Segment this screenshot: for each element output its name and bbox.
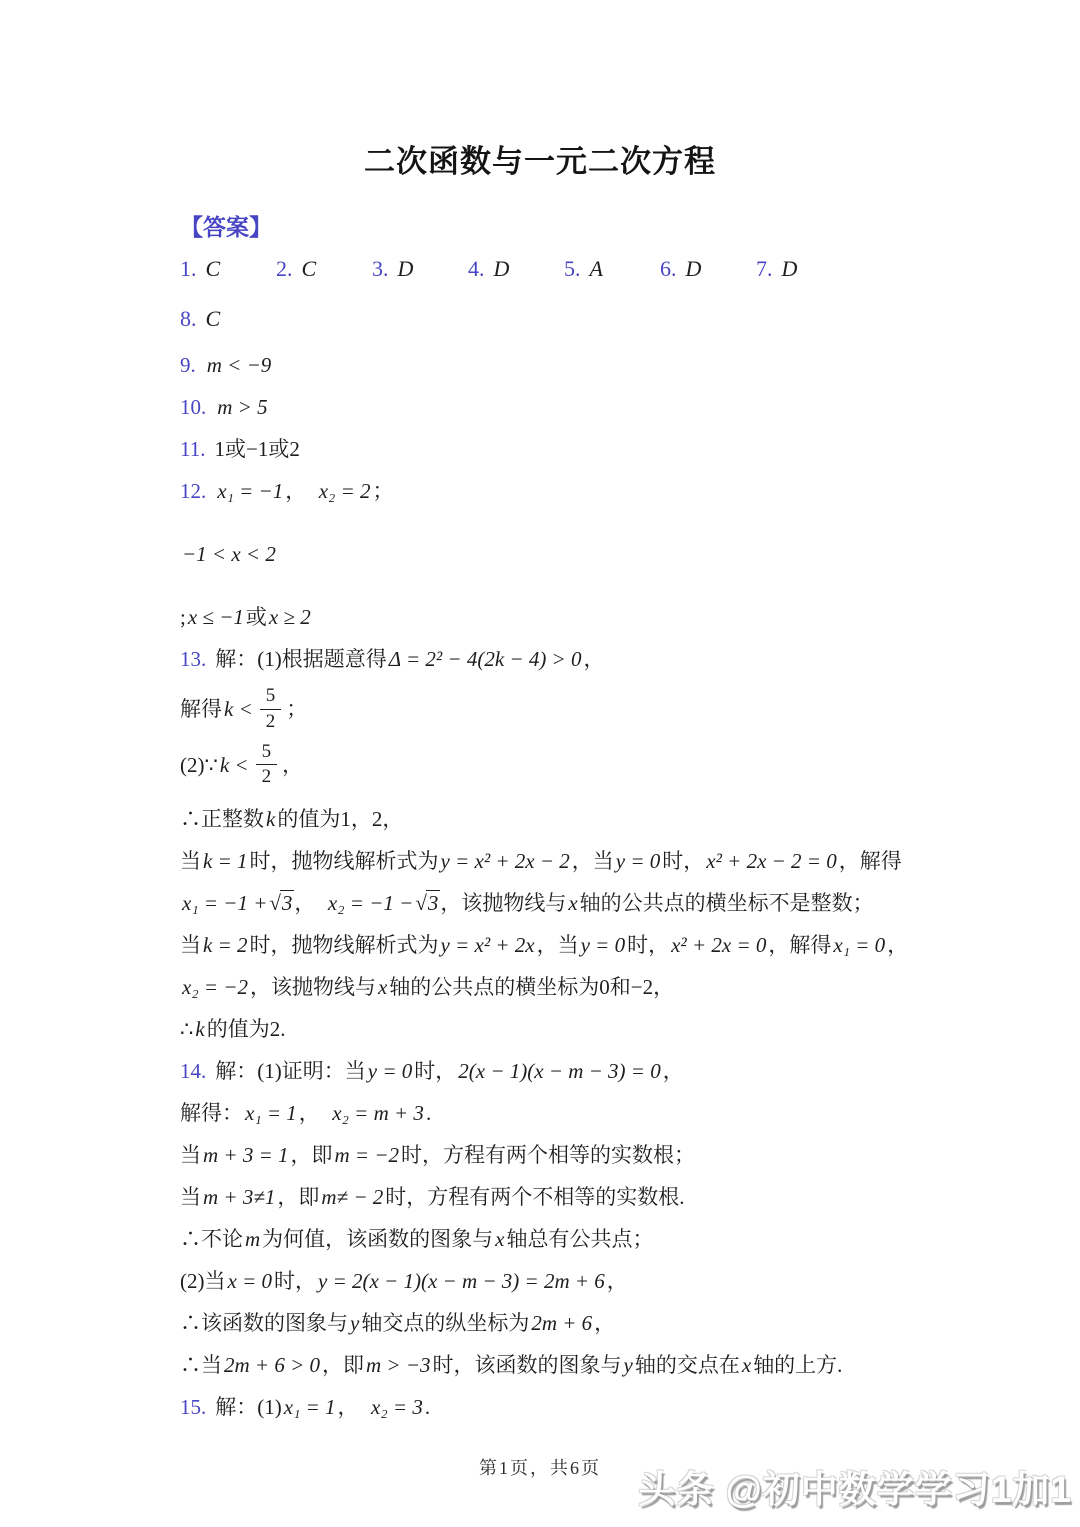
text-segment: x [741,1353,752,1378]
text-segment: x = 0 [227,1269,272,1294]
answer-line [180,1218,935,1260]
text-segment: y = 0 [580,933,626,958]
text-segment: ，即 [277,1185,320,1210]
text-segment: x ≤ −1 [187,605,244,629]
text-segment: 的值为1，2， [277,807,404,832]
answer-line [180,924,935,966]
answer-letter: C [205,306,221,331]
text-segment: k < [219,752,249,777]
question-number: 2. [276,256,293,281]
answer-line [180,1386,935,1428]
text-segment: x₂ = 2 [318,479,371,503]
question-number: 12. [180,479,207,503]
answer-line [180,596,935,638]
math-fraction [260,685,282,734]
text-segment: ， [294,891,326,916]
text-segment: ∴不论 [180,1227,243,1252]
question-number: 9. [180,353,196,377]
choice-answer [468,256,564,282]
text-segment: ∴该函数的图象与 [180,1311,348,1336]
choice-answer [756,256,852,282]
text-segment: ； [372,479,394,503]
choice-answer [372,256,468,282]
choice-answers-row-1 [180,246,935,292]
choice-answers-row-2 [180,296,935,342]
choice-answer [564,256,660,282]
question-number: 5. [564,256,581,281]
answer-lines-list [180,344,935,1428]
text-segment: y = 2(x − 1)(x − m − 3) = 2m + 6 [318,1269,605,1294]
text-segment: 解得 [180,697,222,722]
answer-line [180,740,935,792]
text-segment: ∴当 [180,1353,222,1378]
text-segment: m < −9 [206,353,272,377]
fraction-denominator: 2 [265,710,276,732]
text-segment: 时， [414,1059,457,1084]
choice-answer [180,256,276,282]
text-segment: m + 3≠1 [203,1185,276,1210]
question-number: 15. [180,1395,207,1420]
text-segment: 或 [245,605,267,629]
answer-line [180,1008,935,1050]
answer-line [180,840,935,882]
text-segment: ，该抛物线与 [440,891,567,916]
text-segment: 为何值，该函数的图象与 [262,1227,494,1252]
text-segment: 轴的公共点的横坐标不是整数； [579,891,874,916]
text-segment: 时， [662,849,705,874]
math-fraction [256,741,278,790]
text-segment: ， [887,933,909,958]
text-segment: . [424,1395,431,1420]
answer-line [180,798,935,840]
text-segment: ， [583,647,605,671]
text-segment: 当 [180,1185,201,1210]
text-segment: x₂ = m + 3 [332,1101,424,1126]
answer-letter: C [301,256,317,281]
answer-line [180,882,935,924]
text-segment: x₂ = −1 − [327,891,414,916]
text-segment: k [266,807,276,832]
text-segment: ； [286,697,308,722]
text-segment: x₁ = 1 [245,1101,297,1126]
answer-line [180,1260,935,1302]
fraction-numerator: 5 [260,685,282,710]
text-segment: ， [298,1101,331,1126]
text-segment: x ≥ 2 [268,605,311,629]
text-segment: y = 0 [615,849,661,874]
watermark-text: 头条 @初中数学学习1加1 [638,1469,1072,1510]
math-sqrt: √3 [269,891,293,916]
text-segment: 时，抛物线解析式为 [249,849,439,874]
text-segment: k = 1 [203,849,248,874]
answer-line [180,428,935,470]
text-segment: Δ = 2² − 4(2k − 4) > 0 [388,647,582,671]
text-segment: k = 2 [203,933,248,958]
text-segment: 轴的公共点的横坐标为0和−2， [389,975,675,1000]
text-segment: ，即 [322,1353,365,1378]
answer-line [180,1302,935,1344]
text-segment: x₂ = 3 [371,1395,423,1420]
text-segment: 轴交点的纵坐标为 [361,1311,530,1336]
answer-line [180,533,935,575]
text-segment: m = −2 [334,1143,400,1168]
answer-line [180,1092,935,1134]
text-segment: ，当 [536,933,579,958]
text-segment: 解：(1) [215,1395,282,1420]
answer-line [180,1050,935,1092]
text-segment: m > −3 [366,1353,431,1378]
text-segment: 时， [274,1269,316,1294]
text-segment: x₁ = 0 [833,933,886,958]
answer-letter: D [781,256,798,281]
text-segment: 时，方程有两个相等的实数根； [401,1143,696,1168]
text-segment: 2(x − 1)(x − m − 3) = 0 [458,1059,661,1084]
text-segment: ，该抛物线与 [249,975,376,1000]
question-number: 14. [180,1059,207,1084]
text-segment: ; [180,605,186,629]
text-segment: y = 0 [367,1059,413,1084]
page-title: 二次函数与一元二次方程 [364,144,716,179]
text-segment: 的值为2. [206,1017,286,1042]
text-segment: 时， [627,933,670,958]
text-segment: 轴的上方. [753,1353,843,1378]
text-segment: 解：(1)根据题意得 [215,647,387,671]
text-segment: x [568,891,578,916]
answer-letter: C [205,256,221,281]
text-segment: 2m + 6 > 0 [224,1353,321,1378]
text-segment: −1 < x < 2 [182,542,276,566]
question-number: 1. [180,256,197,281]
text-segment: ，解得 [838,849,902,874]
question-number: 11. [180,437,206,461]
question-number: 4. [468,256,485,281]
text-segment: 1或−1或2 [214,437,300,461]
text-segment: ∴正整数 [180,807,264,832]
text-segment: ， [662,1059,684,1084]
text-segment: ，当 [571,849,614,874]
answer-line [180,966,935,1008]
text-segment: ， [282,752,304,777]
text-segment: 轴总有公共点； [506,1227,654,1252]
fraction-numerator: 5 [256,741,278,766]
choice-answer [660,256,756,282]
text-segment: m≠ − 2 [321,1185,384,1210]
text-segment: ， [606,1269,628,1294]
math-sqrt: √3 [415,891,439,916]
footer-page-number: 第1页，共6页 [479,1458,601,1478]
answer-line [180,344,935,386]
text-segment: y [623,1353,633,1378]
question-number: 13. [180,647,207,671]
answer-letter: D [685,256,702,281]
text-segment: ， [285,479,317,503]
choice-answer [276,256,372,282]
text-segment: 2m + 6 [531,1311,593,1336]
content-area [180,209,935,1428]
question-number: 8. [180,306,197,331]
text-segment: m > 5 [217,395,268,419]
text-segment: 当 [180,1143,201,1168]
question-number: 6. [660,256,677,281]
text-segment: m [245,1227,261,1252]
text-segment: ∴ [180,1017,194,1042]
text-segment: m + 3 = 1 [203,1143,289,1168]
answer-line [180,687,935,736]
text-segment: x₂ = −2 [182,975,248,1000]
answer-letter: D [397,256,414,281]
text-segment: y [350,1311,360,1336]
text-segment: ，解得 [768,933,832,958]
answer-line [180,1344,935,1386]
text-segment: 时，该函数的图象与 [432,1353,622,1378]
text-segment: x [377,975,388,1000]
text-segment: x₁ = 1 [283,1395,336,1420]
sqrt-radicand: 3 [281,891,293,916]
text-segment: x² + 2x − 2 = 0 [706,849,837,874]
text-segment: 时，抛物线解析式为 [249,933,439,958]
choice-answer [180,306,276,332]
text-segment: x₁ = −1 [217,479,284,503]
answer-letter: A [589,256,603,281]
text-segment: . [425,1101,432,1126]
answers-section-label: 【答案】 [180,215,272,240]
question-number: 7. [756,256,773,281]
answer-line [180,386,935,428]
text-segment: 当 [180,849,201,874]
text-segment: (2)∵ [180,752,218,777]
answer-line [180,1134,935,1176]
text-segment: ，即 [290,1143,333,1168]
answer-line [180,470,935,512]
sqrt-radicand: 3 [427,891,439,916]
text-segment: k [195,1017,205,1042]
fraction-denominator: 2 [261,766,272,788]
text-segment: y = x² + 2x − 2 [440,849,570,874]
text-segment: ， [594,1311,616,1336]
answer-letter: D [493,256,510,281]
answer-line [180,1176,935,1218]
text-segment: y = x² + 2x [440,933,535,958]
text-segment: 当 [180,933,201,958]
text-segment: 解得： [180,1101,243,1126]
text-segment: 轴的交点在 [634,1353,740,1378]
text-segment: (2)当 [180,1269,226,1294]
question-number: 10. [180,395,207,419]
text-segment: x² + 2x = 0 [671,933,767,958]
question-number: 3. [372,256,389,281]
text-segment: ， [337,1395,370,1420]
text-segment: x₁ = −1 + [182,891,268,916]
text-segment: 时，方程有两个不相等的实数根. [385,1185,685,1210]
answer-line [180,638,935,680]
text-segment: 解：(1)证明：当 [215,1059,366,1084]
text-segment: k < [224,697,253,722]
text-segment: x [495,1227,505,1252]
